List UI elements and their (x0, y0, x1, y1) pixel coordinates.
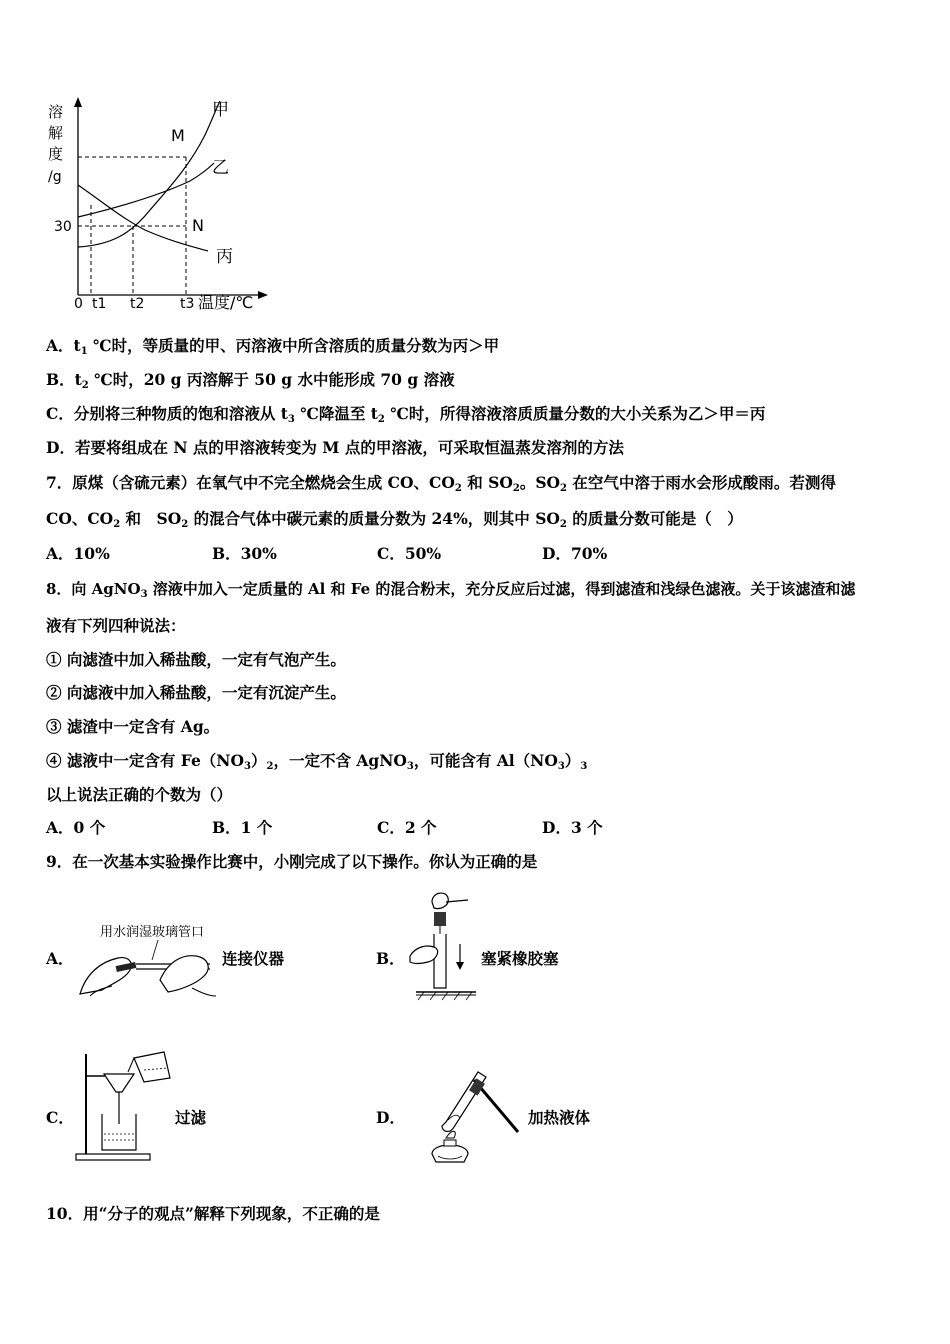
q8-stem-line1: 8．向 AgNO$_3$ 溶液中加入一定质量的 Al 和 Fe 的混合粉末，充分反应后过滤，得到滤渣和浅绿色滤液。关于该滤渣和滤 (46, 580, 856, 600)
curve-label-bing: 丙 (216, 247, 233, 267)
y-axis-label-2: 解 (48, 124, 64, 142)
heating-liquid-figure (418, 1064, 528, 1168)
q7-option-a: A．10% (46, 544, 110, 563)
q9-option-c-letter: C． (46, 1108, 74, 1127)
q6-option-c: C．分别将三种物质的饱和溶液从 $t_3$ ℃降温至 $t_2$ ℃时，所得溶液溶质质量分数的大小关系为乙＞甲＝丙 (46, 404, 766, 425)
q8-option-b: B．1 个 (212, 818, 273, 837)
q9-option-a-label: 连接仪器 (222, 949, 285, 968)
q7-option-d: D．70% (542, 544, 608, 563)
q9-stem: 9．在一次基本实验操作比赛中，小刚完成了以下操作。你认为正确的是 (46, 852, 538, 871)
q8-option-a: A．0 个 (46, 818, 106, 837)
q7-stem-line1: 7．原煤（含硫元素）在氧气中不完全燃烧会生成 CO、$CO_2$ 和 $SO_2$。$SO_2$ 在空气中溶于雨水会形成酸雨。若测得 (46, 473, 836, 494)
y-tick-30: 30 (54, 219, 72, 235)
y-axis-label-3: 度 (48, 145, 64, 163)
curve-label-jia: 甲 (212, 100, 229, 120)
curve-label-yi: 乙 (212, 158, 229, 178)
q7-stem-line2: CO、$CO_2$ 和 $SO_2$ 的混合气体中碳元素的质量分数为 24%，则其中 $SO_2$ 的质量分数可能是（ ） (46, 509, 743, 530)
filtration-figure (72, 1048, 172, 1164)
q8-option-d: D．3 个 (542, 818, 603, 837)
connect-apparatus-figure (72, 918, 222, 1008)
y-axis-label-4: /g (48, 169, 62, 185)
y-axis-label-1: 溶 (48, 103, 64, 121)
x-axis-label: 温度/℃ (198, 293, 254, 312)
q8-statement-1: ① 向滤渣中加入稀盐酸，一定有气泡产生。 (46, 650, 346, 669)
x-tick-0: 0 (74, 296, 83, 312)
solubility-graph (40, 95, 270, 315)
q10-stem: 10．用“分子的观点”解释下列现象，不正确的是 (46, 1204, 380, 1223)
q9-option-b-letter: B． (376, 949, 405, 968)
q6-option-b: B．$t_2$ ℃时，20 g 丙溶解于 50 g 水中能形成 70 g 溶液 (46, 370, 455, 391)
q9-option-c-label: 过滤 (175, 1108, 207, 1127)
q8-statement-4: ④ 滤液中一定含有 $Fe(NO_3)_2$，一定不含 AgNO$_3$，可能含有 $Al(NO_3)_3$ (46, 751, 588, 772)
q9-option-d-letter: D． (376, 1108, 405, 1127)
q9-option-d-label: 加热液体 (528, 1108, 591, 1127)
point-m: M (171, 126, 185, 145)
point-n: N (192, 216, 204, 235)
x-tick-t3: t3 (180, 296, 195, 312)
q7-option-b: B．30% (212, 544, 277, 563)
q6-option-d: D．若要将组成在 N 点的甲溶液转变为 M 点的甲溶液，可采取恒温蒸发溶剂的方法 (46, 438, 624, 457)
q8-option-c: C．2 个 (377, 818, 437, 837)
q8-statement-2: ② 向滤液中加入稀盐酸，一定有沉淀产生。 (46, 683, 346, 702)
q9-option-b-label: 塞紧橡胶塞 (481, 949, 559, 968)
q8-statement-3: ③ 滤渣中一定含有 Ag。 (46, 717, 220, 736)
q9-a-caption: 用水润湿玻璃管口 (100, 925, 205, 940)
q6-option-a: A．$t_1$ ℃时，等质量的甲、丙溶液中所含溶质的质量分数为丙＞甲 (46, 336, 500, 357)
q7-option-c: C．50% (377, 544, 442, 563)
curve-yi (78, 163, 214, 217)
q8-stem-line2: 液有下列四种说法： (46, 616, 186, 635)
stopper-tube-figure (402, 888, 484, 1006)
q8-question: 以上说法正确的个数为（） (46, 785, 233, 804)
x-tick-t2: t2 (130, 296, 145, 312)
x-tick-t1: t1 (92, 296, 107, 312)
q9-option-a-letter: A． (46, 949, 74, 968)
